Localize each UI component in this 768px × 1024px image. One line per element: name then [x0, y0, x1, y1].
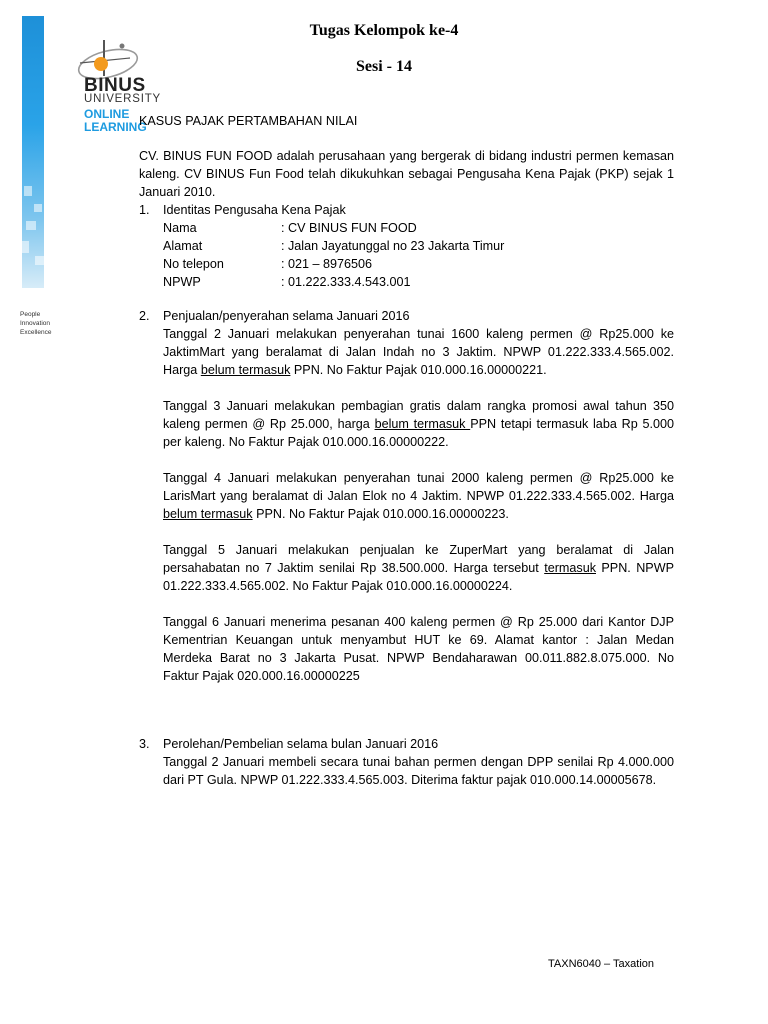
section-1-heading: [139, 201, 674, 219]
sale-paragraph-5: Tanggal 6 Januari menerima pesanan 400 kaleng permen @ Rp 25.000 dari Kantor DJP Kementrian Keuangan untuk menyambut HUT ke 69. Alamat kantor : Jalan Medan Merdeka Barat no 3 Jakarta Pusat. NPWP Bendaharawan 00.011.882.8.075.000. No Faktur Pajak 020.000.16.00000225: [163, 615, 674, 683]
sale-paragraph-1: [139, 325, 674, 379]
text-run: Tanggal 4 Januari melakukan penyerahan tunai 2000 kaleng permen @ Rp25.000 ke LarisMart yang beralamat di Jalan Elok no 4 Jaktim. NPWP 01.222.333.4.565.002. Harga: [163, 471, 674, 503]
field-value: : 01.222.333.4.543.001: [281, 275, 411, 289]
field-row: [139, 255, 674, 273]
section-2-heading: [139, 307, 674, 325]
field-row: [139, 237, 674, 255]
text-run: PPN tetapi termasuk laba Rp 5.000 per kaleng. No Faktur Pajak 010.000.16.00000222.: [163, 417, 674, 449]
sale-paragraph-2: [139, 397, 674, 451]
logo-university-text: UNIVERSITY: [84, 93, 162, 105]
underlined-text: belum termasuk: [374, 417, 471, 431]
section-1-title: Identitas Pengusaha Kena Pajak: [163, 203, 346, 217]
underlined-text: termasuk: [544, 561, 596, 575]
field-label: Nama: [163, 221, 197, 235]
section-1-number: 1.: [139, 203, 150, 217]
section-sales: [139, 307, 674, 685]
section-3-title: Perolehan/Pembelian selama bulan Januari 2016: [163, 737, 439, 751]
section-2-title: Penjualan/penyerahan selama Januari 2016: [163, 309, 410, 323]
field-row: [139, 273, 674, 291]
section-2-number: 2.: [139, 309, 150, 323]
section-purchases: [139, 735, 674, 789]
tagline-innovation: Innovation: [20, 320, 50, 327]
field-label: NPWP: [163, 275, 201, 289]
field-value: : Jalan Jayatunggal no 23 Jakarta Timur: [281, 239, 505, 253]
purchase-paragraph-1: Tanggal 2 Januari membeli secara tunai bahan permen dengan DPP senilai Rp 4.000.000 dari PT Gula. NPWP 01.222.333.4.565.003. Diterima faktur pajak 010.000.14.00005678.: [163, 755, 674, 787]
sale-paragraph-3: [139, 469, 674, 523]
text-run: Tanggal 5 Januari melakukan penjualan ke ZuperMart yang beralamat di Jalan persahabatan no 7 Jaktim senilai Rp 38.500.000. Harga tersebut: [163, 543, 674, 575]
field-label: No telepon: [163, 257, 224, 271]
document-title: Tugas Kelompok ke-4: [309, 22, 459, 39]
logo-learning-text: LEARNING: [84, 120, 147, 134]
field-value: : 021 – 8976506: [281, 257, 373, 271]
text-run: Tanggal 2 Januari melakukan penyerahan tunai 1600 kaleng permen @ Rp25.000 ke JaktimMart yang beralamat di Jalan Indah no 3 Jaktim. NPWP 01.222.333.4.565.002. Harga: [163, 327, 674, 377]
section-3-heading: [139, 735, 674, 753]
field-label: Alamat: [163, 239, 203, 253]
tagline-excellence: Excellence: [20, 329, 52, 336]
case-heading: KASUS PAJAK PERTAMBAHAN NILAI: [139, 114, 358, 128]
logo-binus-text: BINUS: [84, 75, 146, 96]
section-3-number: 3.: [139, 737, 150, 751]
brand-tagline: [20, 310, 51, 337]
footer-course-code: TAXN6040 – Taxation: [548, 958, 654, 970]
intro-paragraph: CV. BINUS FUN FOOD adalah perusahaan yang bergerak di bidang industri permen kemasan kaleng. CV BINUS Fun Food telah dikukuhkan sebagai Pengusaha Kena Pajak (PKP) sejak 1 Januari 2010.: [139, 149, 674, 199]
text-run: Tanggal 3 Januari melakukan pembagian gratis dalam rangka promosi awal tahun 350 kaleng permen @ Rp 25.000, harga: [163, 399, 674, 431]
section-identity: [139, 201, 674, 291]
sale-paragraph-4: [139, 541, 674, 595]
logo-online-text: ONLINE: [84, 107, 130, 121]
text-run: PPN. NPWP 01.222.333.4.565.002. No Faktur Pajak 010.000.16.00000224.: [163, 561, 674, 593]
text-run: PPN. No Faktur Pajak 010.000.16.00000223.: [252, 507, 509, 521]
tagline-people: People: [20, 311, 41, 318]
brand-stripe: [22, 16, 44, 288]
session-title: Sesi - 14: [356, 58, 412, 75]
text-run: PPN. No Faktur Pajak 010.000.16.00000221.: [290, 363, 547, 377]
field-value: : CV BINUS FUN FOOD: [281, 221, 417, 235]
underlined-text: belum termasuk: [200, 363, 291, 377]
field-row: [139, 219, 674, 237]
underlined-text: belum termasuk: [163, 507, 253, 521]
